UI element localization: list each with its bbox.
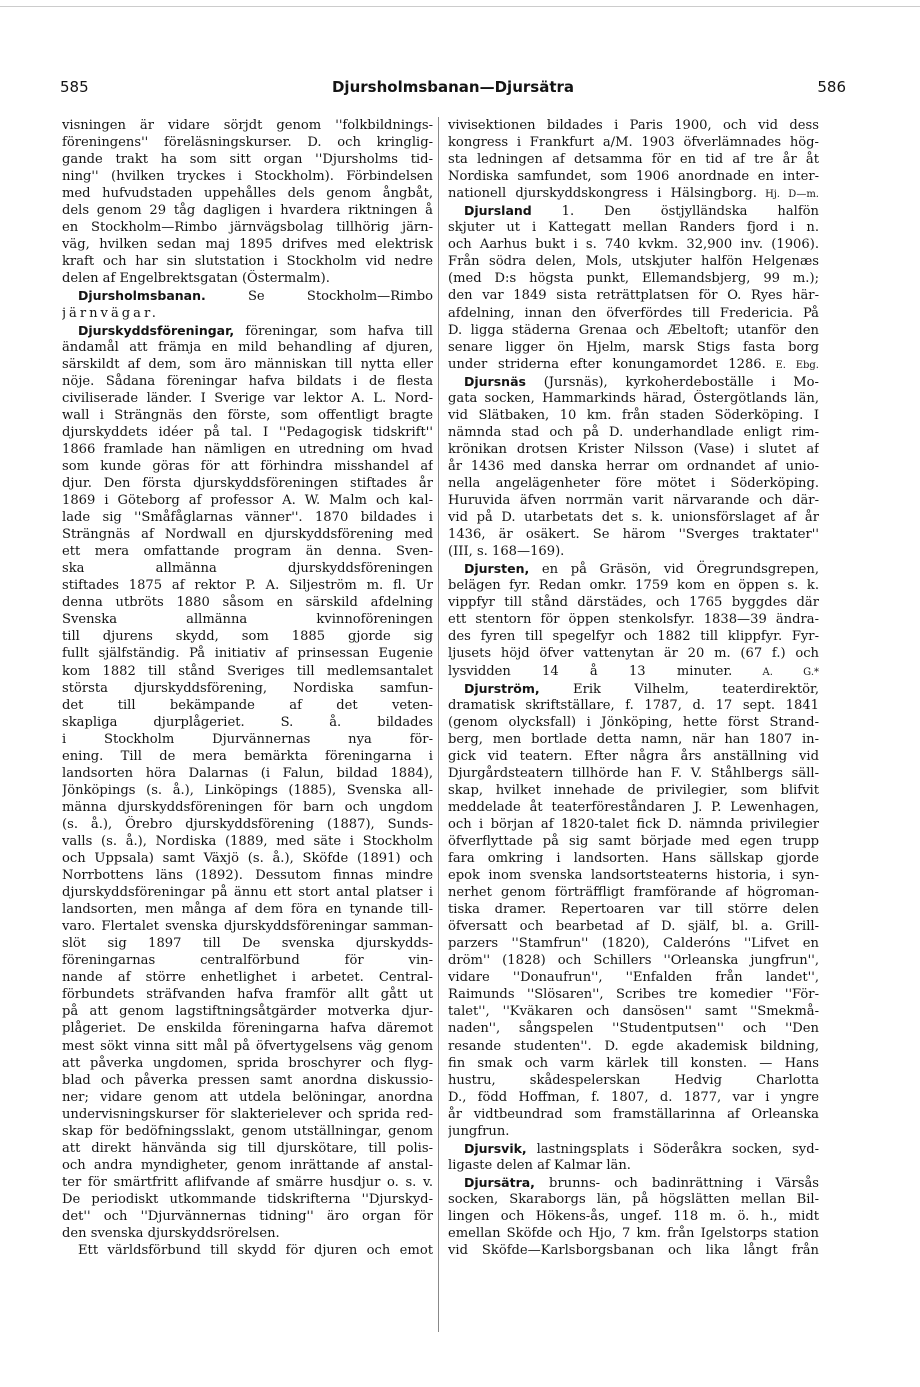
line-text: Erik Vilhelm, teaterdirektör, [539, 681, 819, 697]
line-text: 1436, är osäkert. Se härom ''Sverges traktater'' [448, 527, 819, 543]
line-text: år 1436 med danska herrar om ordnandet af unio- [448, 458, 819, 474]
line-text: Nordiska samfundet, som 1906 anordnade en inter- [448, 169, 819, 185]
line-text: ljusets höjd öfver vattenytan är 20 m. (67 f.) och [448, 646, 819, 662]
text-line [62, 1191, 433, 1208]
right-column [448, 117, 819, 1259]
line-text: föreningarnas centralförbund för vin- [62, 953, 433, 969]
text-line [448, 492, 819, 509]
line-text: särskildt af dem, som äro människan till nytta eller [62, 356, 433, 372]
line-text: wall i Strängnäs den förste, som offentligt bragte [62, 407, 433, 423]
text-line [62, 680, 433, 697]
text-line [448, 287, 819, 304]
line-text: och Uppsala) samt Växjö (s. å.), Sköfde (1891) och [62, 851, 433, 867]
line-text: öfversatt och bearbetad af D. själf, bl. a. Grill- [448, 919, 819, 935]
text-line [62, 714, 433, 731]
text-line [62, 134, 433, 151]
text-line [62, 458, 433, 475]
text-line [448, 748, 819, 765]
line-text: största djurskyddsförening, Nordiska samfun- [62, 680, 433, 696]
text-line [62, 697, 433, 714]
text-line [62, 424, 433, 441]
line-text: järnvägar. [62, 305, 159, 321]
line-text: djurskyddsföreningar på ännu ett stort antal platser i [62, 885, 433, 901]
line-text: det'' och ''Djurvännernas tidning'' äro organ för [62, 1209, 433, 1224]
text-line [62, 219, 433, 236]
text-line [448, 560, 819, 577]
line-text: en på Gräsön, vid Öregrundsgrepen, [529, 562, 819, 578]
text-line [448, 935, 819, 952]
text-line [62, 509, 433, 526]
line-text: fin smak och varm kärlek till konsten. — Hans [448, 1055, 819, 1071]
line-text: och andra myndigheter, genom inrättande af anstal- [62, 1157, 433, 1173]
line-text: vivisektionen bildades i Paris 1900, och vid dess [448, 118, 819, 133]
line-text: (Jursnäs), kyrkoherdeboställe i Mo- [525, 374, 819, 390]
text-line [62, 407, 433, 424]
text-line [62, 305, 433, 322]
text-line [62, 253, 433, 270]
line-text: ter för smärtfritt aflifvande af smärre husdjur o. s. v. [62, 1174, 433, 1190]
text-line [62, 1003, 433, 1020]
line-text: det till bekämpande af det veten- [62, 697, 433, 713]
text-line [62, 356, 433, 373]
text-line [62, 1157, 433, 1174]
text-line [448, 918, 819, 935]
line-text: nämnda stad och på D. underhandlade enligt rim- [448, 424, 819, 440]
line-text: berg, men bortlade detta namn, när han 1807 in- [448, 731, 819, 747]
line-text: denna utbröts 1880 såsom en särskild afdelning [62, 595, 433, 611]
text-line [448, 458, 819, 475]
text-line [62, 1089, 433, 1106]
line-text: De periodiskt utkommande tidskrifterna ''Djurskyd- [62, 1191, 433, 1207]
text-line [448, 663, 819, 680]
text-line [62, 202, 433, 219]
line-text: fullt själfständig. På initiativ af prinsessan Eugenie [62, 646, 433, 662]
line-text: till djurens skydd, som 1885 gjorde sig [62, 629, 433, 645]
line-text: ett mera omfattande program än denna. Sven- [62, 544, 433, 560]
line-text: varo. Flertalet svenska djurskyddsföreningar samman- [62, 919, 433, 935]
text-line [448, 1242, 819, 1259]
text-line [62, 1038, 433, 1055]
line-text: landsorten höra Dalarnas (i Falun, bildad 1884), [62, 765, 433, 781]
text-line [448, 969, 819, 986]
text-line [62, 151, 433, 168]
text-line [62, 1208, 433, 1225]
text-line [62, 390, 433, 407]
text-line [448, 1208, 819, 1225]
text-line [62, 236, 433, 253]
line-text: lastningsplats i Söderåkra socken, syd- [526, 1141, 819, 1157]
line-text: (III, s. 168—169). [448, 544, 565, 560]
line-text: år vidtbeundrad som framställarinna af Orleanska [448, 1106, 819, 1122]
line-text: vippfyr till stånd därstädes, och 1765 byggdes där [448, 595, 819, 611]
text-line [62, 322, 433, 339]
author-signature: Hj. D—m. [756, 189, 819, 201]
text-line [448, 1225, 819, 1242]
line-text: 1. Den östjylländska halfön [531, 204, 819, 220]
text-line [62, 1020, 433, 1037]
line-text: emellan Sköfde och Hjo, 7 km. från Igelstorps station [448, 1226, 819, 1242]
line-text: Från södra delen, Mols, utskjuter halfön Helgenæs [448, 254, 819, 270]
line-text: Se Stockholm—Rimbo [205, 289, 433, 305]
text-line [62, 850, 433, 867]
text-line [62, 117, 433, 134]
line-text: gande trakt ha som sitt organ ''Djursholms tid- [62, 152, 433, 168]
line-text: lysvidden 14 å 13 minuter. [448, 663, 733, 679]
text-line [448, 1106, 819, 1123]
text-line [448, 1157, 819, 1174]
text-line [448, 236, 819, 253]
text-line [62, 594, 433, 611]
line-text: nella angelägenheter före mötet i Söderköping. [448, 475, 819, 491]
line-text: Svenska allmänna kvinnoföreningen [62, 612, 433, 628]
text-line [448, 1055, 819, 1072]
line-text: resande studenten''. D. egde akademisk bildning, [448, 1038, 819, 1054]
line-text: des fyren till spegelfyr och 1882 till klippfyr. Fyr- [448, 629, 819, 645]
line-text: på att genom lagstiftningsåtgärder motverka djur- [62, 1004, 433, 1020]
text-line [448, 390, 819, 407]
text-line [62, 969, 433, 986]
text-line [62, 731, 433, 748]
line-text: dramatisk skriftställare, f. 1787, d. 17 sept. 1841 [448, 697, 819, 713]
text-line [62, 475, 433, 492]
line-text: ening. Till de mera bemärkta föreningarna i [62, 748, 433, 764]
text-line [448, 117, 819, 134]
text-line [62, 526, 433, 543]
line-text: lade sig ''Småfåglarnas vänner''. 1870 bildades i [62, 510, 433, 526]
text-line [62, 441, 433, 458]
text-line [448, 339, 819, 356]
line-text: och Aarhus bukt i s. 740 kvkm. 32,900 inv. (1906). [448, 237, 819, 253]
line-text: ligaste delen af Kalmar län. [448, 1157, 631, 1173]
line-text: blad och påverka pressen samt anordna diskussio- [62, 1072, 433, 1088]
text-line [448, 373, 819, 390]
line-text: dels genom 29 tåg dagligen i hvardera riktningen å [62, 203, 433, 219]
line-text: slöt sig 1897 till De svenska djurskydds- [62, 936, 433, 952]
text-line [448, 680, 819, 697]
line-text: (s. å.), Örebro djurskyddsförening (1887), Sunds- [62, 816, 433, 832]
scan-edge-rule [0, 6, 920, 7]
line-text: föreningar, som hafva till [234, 323, 433, 339]
line-text: 1866 framlade han nämligen en utredning om hvad [62, 441, 433, 457]
text-line [62, 918, 433, 935]
line-text: Strängnäs af Nordwall en djurskyddsförening med [62, 527, 433, 543]
page-number-left: 585 [60, 78, 89, 96]
text-line [448, 1038, 819, 1055]
left-column [62, 117, 433, 1259]
line-text: (genom olycksfall) i Jönköping, hette först Strand- [448, 714, 819, 730]
text-line [448, 270, 819, 287]
text-line [448, 611, 819, 628]
line-text: männa djurskyddsföreningen för barn och ungdom [62, 799, 433, 815]
text-line [448, 577, 819, 594]
text-line [448, 833, 819, 850]
line-text: vidare ''Donaufrun'', ''Enfalden från landet'', [448, 970, 819, 986]
text-line [448, 850, 819, 867]
entry-headword: Djursland [464, 203, 532, 219]
text-line [62, 901, 433, 918]
line-text: mest sökt vinna sitt mål på öfvertygelsens väg genom [62, 1038, 433, 1054]
text-line [62, 884, 433, 901]
line-text: skap, hvilket innehade de privilegier, som blifvit [448, 782, 819, 798]
text-line [448, 1123, 819, 1140]
line-text: ner; vidare genom att utdela belöningar, anordna [62, 1089, 433, 1105]
line-text: öfverflyttade på sig samt började med egen trupp [448, 833, 819, 849]
text-line [62, 867, 433, 884]
line-text: epok inom svenska landsortsteaterns historia, i syn- [448, 868, 819, 884]
page-header [60, 78, 846, 100]
line-text: ning'' (hvilken tryckes i Stockholm). Förbindelsen [62, 169, 433, 185]
text-line [448, 594, 819, 611]
text-line [62, 1174, 433, 1191]
line-text: Raimunds ''Slösaren'', Scribes tre komedier ''För- [448, 987, 819, 1003]
line-text: som kunde göras för att förhindra misshandel af [62, 458, 433, 474]
line-text: den var 1849 sista reträttplatsen för O. Ryes här- [448, 288, 819, 304]
line-text: gick vid teatern. Efter några års anställning vid [448, 748, 819, 764]
text-line [62, 1225, 433, 1242]
text-line [62, 1106, 433, 1123]
text-line [448, 185, 819, 202]
text-line [448, 1003, 819, 1020]
column-divider [438, 117, 439, 1332]
entry-headword: Djursnäs [464, 373, 526, 389]
line-text: under striderna efter konungamordet 1286. [448, 356, 766, 372]
text-line [448, 628, 819, 645]
line-text: vid Sköfde—Karlsborgsbanan och lika långt från [448, 1243, 819, 1259]
line-text: att påverka ungdomen, sprida broschyrer och flyg- [62, 1055, 433, 1071]
text-line [448, 1020, 819, 1037]
text-line [448, 134, 819, 151]
text-line [448, 697, 819, 714]
text-line [448, 168, 819, 185]
text-line [448, 424, 819, 441]
text-line [62, 935, 433, 952]
line-text: belägen fyr. Redan omkr. 1759 kom en öppen s. k. [448, 578, 819, 594]
text-line [62, 492, 433, 509]
line-text: vid Slätbaken, 10 km. från staden Söderköping. I [448, 407, 819, 423]
text-line [62, 543, 433, 560]
entry-headword: Djursholmsbanan. [78, 288, 206, 304]
text-line [448, 202, 819, 219]
line-text: hustru, skådespelerskan Hedvig Charlotta [448, 1072, 819, 1088]
text-line [62, 577, 433, 594]
entry-headword: Djursvik, [464, 1140, 527, 1156]
line-text: delen af Engelbrektsgatan (Östermalm). [62, 271, 330, 287]
text-line [448, 509, 819, 526]
text-line [448, 407, 819, 424]
text-line [62, 560, 433, 577]
line-text: ett stentorn för öppen stenkolsfyr. 1838—39 ändra- [448, 612, 819, 628]
text-line [448, 322, 819, 339]
text-line [62, 782, 433, 799]
text-line [62, 1140, 433, 1157]
text-line [62, 270, 433, 287]
line-text: dröm'' (1828) och Schillers ''Orleanska jungfrun'', [448, 953, 819, 969]
text-line [62, 611, 433, 628]
text-line [62, 986, 433, 1003]
text-line [448, 731, 819, 748]
text-line [448, 884, 819, 901]
line-text: och i början af 1820-talet fick D. nämnda privilegier [448, 816, 819, 832]
text-line [448, 765, 819, 782]
line-text: tiska dramer. Repertoaren var till större delen [448, 902, 819, 918]
text-line [62, 1242, 433, 1259]
text-line [62, 952, 433, 969]
line-text: skjuter ut i Kattegatt mellan Randers fjord i n. [448, 220, 819, 236]
line-text: nande af större enhetlighet i arbetet. Central- [62, 970, 433, 986]
text-line [448, 952, 819, 969]
text-line [448, 714, 819, 731]
text-line [448, 1089, 819, 1106]
line-text: sta ledningen af detsamma för en tid af tre år åt [448, 152, 819, 168]
text-line [62, 185, 433, 202]
line-text: meddelade åt teaterföreståndaren J. P. Lewenhagen, [448, 799, 819, 815]
text-line [62, 663, 433, 680]
text-line [62, 799, 433, 816]
line-text: krönikan drotsen Krister Nilsson (Vase) i slutet af [448, 441, 819, 457]
line-text: med hufvudstaden uppehålles dels genom ångbåt, [62, 186, 433, 202]
text-line [62, 339, 433, 356]
line-text: civiliserade länder. I Sverige var lektor A. L. Nord- [62, 390, 433, 406]
line-text: stiftades 1875 af rektor P. A. Siljeström m. fl. Ur [62, 578, 433, 594]
text-line [448, 475, 819, 492]
text-line [448, 526, 819, 543]
line-text: ska allmänna djurskyddsföreningen [62, 561, 433, 577]
entry-headword: Djursten, [464, 561, 530, 577]
line-text: den svenska djurskyddsrörelsen. [62, 1226, 280, 1242]
text-line [62, 1123, 433, 1140]
text-line [448, 356, 819, 373]
line-text: (med D:s högsta punkt, Ellemandsbjerg, 99 m.); [448, 271, 819, 287]
line-text: nerhet genom förträffligt framförande af högroman- [448, 885, 819, 901]
text-line [62, 168, 433, 185]
line-text: kongress i Frankfurt a/M. 1903 öfverlämnades hög- [448, 135, 819, 151]
page-number-right: 586 [817, 78, 846, 96]
line-text: vid på D. utarbetats det s. k. unionsförslaget af år [448, 510, 819, 526]
text-line [448, 645, 819, 662]
line-text: skap för bedöfningsslakt, genom utställningar, genom [62, 1123, 433, 1139]
text-line [448, 219, 819, 236]
line-text: nationell djurskyddskongress i Hälsingborg. [448, 186, 757, 202]
line-text: kraft och har sin slutstation i Stockholm vid nedre [62, 254, 433, 270]
text-line [62, 833, 433, 850]
text-line [62, 373, 433, 390]
line-text: Ett världsförbund till skydd för djuren och emot [78, 1243, 433, 1259]
line-text: förbundets sträfvanden hafva framför allt gått ut [62, 987, 433, 1003]
line-text: väg, hvilken sedan maj 1895 drifves med elektrisk [62, 237, 433, 253]
line-text: valls (s. å.), Nordiska (1889, med säte i Stockholm [62, 833, 433, 849]
line-text: talet'', ''Kväkaren och dansösen'' samt ''Smekmå- [448, 1004, 819, 1020]
line-text: afdelning, innan den öfverfördes till Fredericia. På [448, 305, 819, 321]
text-line [448, 901, 819, 918]
line-text: senare ligger ön Hjelm, marsk Stigs fasta borg [448, 339, 819, 355]
text-line [448, 986, 819, 1003]
text-line [62, 645, 433, 662]
line-text: socken, Skaraborgs län, på högslätten mellan Bil- [448, 1191, 819, 1207]
line-text: djurskyddets idéer på tal. I ''Pedagogisk tidskrift'' [62, 424, 433, 440]
line-text: i Stockholm Djurvännernas nya för- [62, 731, 433, 747]
text-line [62, 765, 433, 782]
line-text: Norrbottens läns (1892). Dessutom finnas mindre [62, 868, 433, 884]
line-text: naden'', sångspelen ''Studentputsen'' och ''Den [448, 1021, 819, 1037]
text-line [448, 1174, 819, 1191]
line-text: djur. Den första djurskyddsföreningen stiftades år [62, 475, 433, 491]
line-text: Huruvida äfven norrmän varit närvarande och där- [448, 493, 819, 509]
text-line [448, 253, 819, 270]
line-text: landsorten, men många af dem föra en tynande till- [62, 902, 433, 918]
line-text: lingen och Hökens-ås, ungef. 118 m. ö. h., midt [448, 1209, 819, 1224]
text-line [62, 816, 433, 833]
text-line [448, 1191, 819, 1208]
text-line [448, 1140, 819, 1157]
line-text: D. ligga städerna Grenaa och Æbeltoft; utanför den [448, 322, 819, 338]
line-text: en Stockholm—Rimbo järnvägsbolag tillhörig järn- [62, 220, 433, 236]
author-signature: A. G.* [732, 666, 819, 678]
text-line [448, 543, 819, 560]
line-text: ändamål att främja en mild behandling af djuren, [62, 339, 433, 355]
line-text: nöje. Sådana föreningar hafva bildats i de flesta [62, 373, 433, 389]
running-title: Djursholmsbanan—Djursätra [331, 78, 575, 96]
line-text: parzers ''Stamfrun'' (1820), Calderóns ''Lifvet en [448, 936, 819, 952]
line-text: föreningens'' föreläsningskurser. D. och kringlig- [62, 135, 433, 151]
line-text: jungfrun. [448, 1123, 510, 1139]
text-line [62, 748, 433, 765]
line-text: 1869 i Göteborg af professor A. W. Malm och kal- [62, 493, 433, 509]
line-text: fara omkring i landsorten. Hans sällskap gjorde [448, 851, 819, 867]
line-text: D., född Hoffman, f. 1807, d. 1877, var i yngre [448, 1089, 819, 1105]
line-text: att direkt hänvända sig till djurskötare, till polis- [62, 1140, 433, 1156]
line-text: gata socken, Hammarkinds härad, Östergötlands län, [448, 390, 819, 406]
text-line [448, 816, 819, 833]
text-line [448, 867, 819, 884]
text-line [62, 1072, 433, 1089]
line-text: kom 1882 till stånd Sveriges till medlemsantalet [62, 663, 433, 679]
entry-headword: Djursätra, [464, 1174, 535, 1190]
text-line [448, 782, 819, 799]
text-line [448, 441, 819, 458]
text-line [448, 1072, 819, 1089]
author-signature: E. Ebg. [765, 359, 819, 371]
line-text: skapliga djurplågeriet. S. å. bildades [62, 714, 433, 730]
line-text: brunns- och badinrättning i Värsås [534, 1175, 819, 1191]
entry-headword: Djurskyddsföreningar, [78, 322, 235, 338]
text-line [448, 305, 819, 322]
line-text: visningen är vidare sörjdt genom ''folkbildnings- [62, 118, 433, 133]
text-line [62, 287, 433, 304]
line-text: undervisningskurser för slakterielever och sprida red- [62, 1106, 433, 1122]
text-line [448, 799, 819, 816]
text-line [62, 628, 433, 645]
entry-headword: Djurström, [464, 680, 540, 696]
text-line [62, 1055, 433, 1072]
line-text: plågeriet. De enskilda föreningarna hafva däremot [62, 1021, 433, 1037]
line-text: Jönköpings (s. å.), Linköpings (1885), Svenska all- [62, 782, 433, 798]
text-line [448, 151, 819, 168]
line-text: Djurgårdsteatern tillhörde han F. V. Ståhlbergs säll- [448, 765, 819, 781]
